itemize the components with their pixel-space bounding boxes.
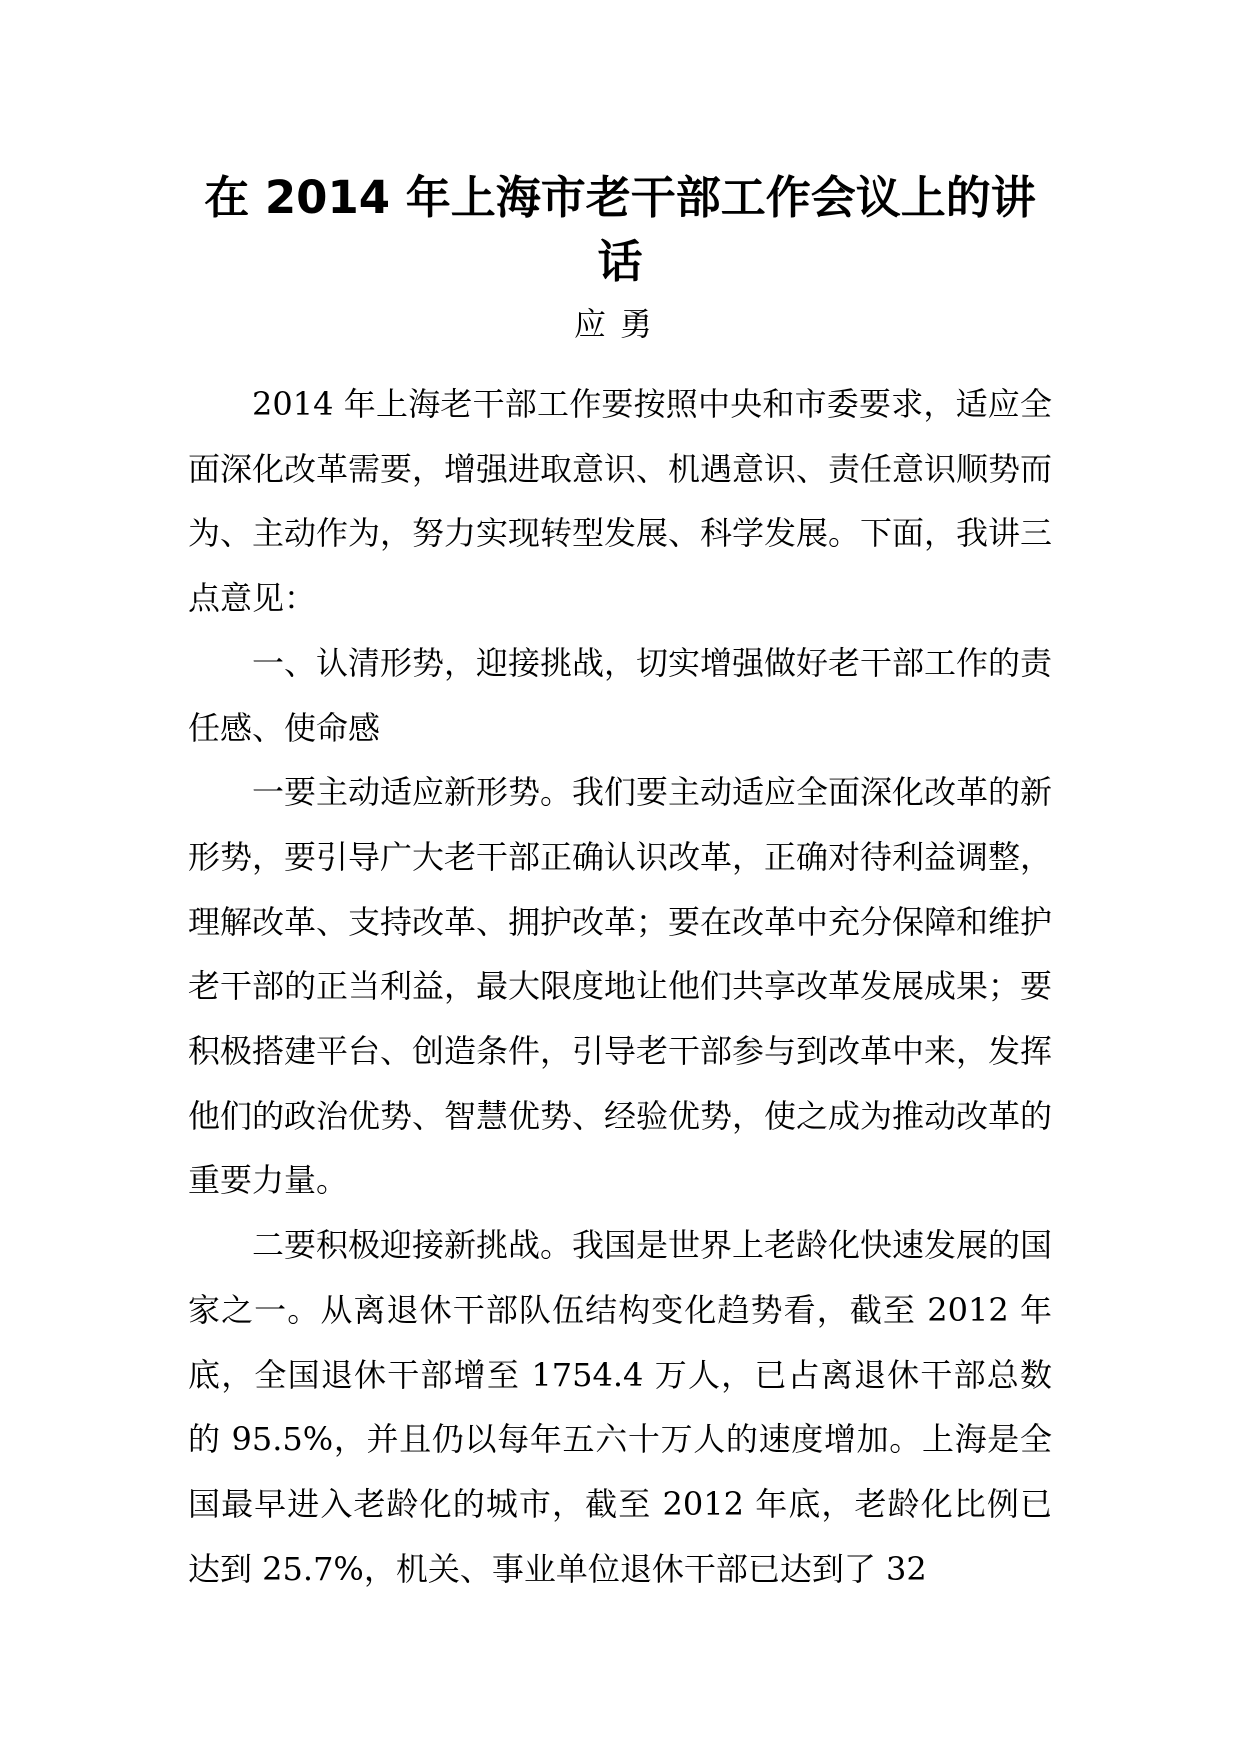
paragraph-intro: 2014 年上海老干部工作要按照中央和市委要求，适应全面深化改革需要，增强进取意识、机遇意识、责任意识顺势而为、主动作为，努力实现转型发展、科学发展。下面，我讲三点意见： <box>188 385 1053 618</box>
paragraph-new-challenges: 二要积极迎接新挑战。我国是世界上老龄化快速发展的国家之一。从离退休干部队伍结构变化趋势看，截至 2012 年底，全国退休干部增至 1754.4 万人，已占离退休干部总数的 95.5%，并且仍以每年五六十万人的速度增加。上海是全国最早进入老龄化的城市，截至 2012 年底，老龄化比例已达到 25.7%，机关、事业单位退休干部已达到了 32 <box>188 1226 1053 1588</box>
section-heading-1: 一、认清形势，迎接挑战，切实增强做好老干部工作的责任感、使命感 <box>188 643 1053 747</box>
document-title: 在 2014 年上海市老干部工作会议上的讲话 <box>204 171 1036 288</box>
author-name: 应勇 <box>573 305 666 343</box>
paragraph-new-situation: 一要主动适应新形势。我们要主动适应全面深化改革的新形势，要引导广大老干部正确认识改革，正确对待利益调整，理解改革、支持改革、拥护改革；要在改革中充分保障和维护老干部的正当利益，最大限度地让他们共享改革发展成果；要积极搭建平台、创造条件，引导老干部参与到改革中来，发挥他们的政治优势、智慧优势、经验优势，使之成为推动改革的重要力量。 <box>188 773 1053 1200</box>
document-body <box>188 372 1052 1601</box>
